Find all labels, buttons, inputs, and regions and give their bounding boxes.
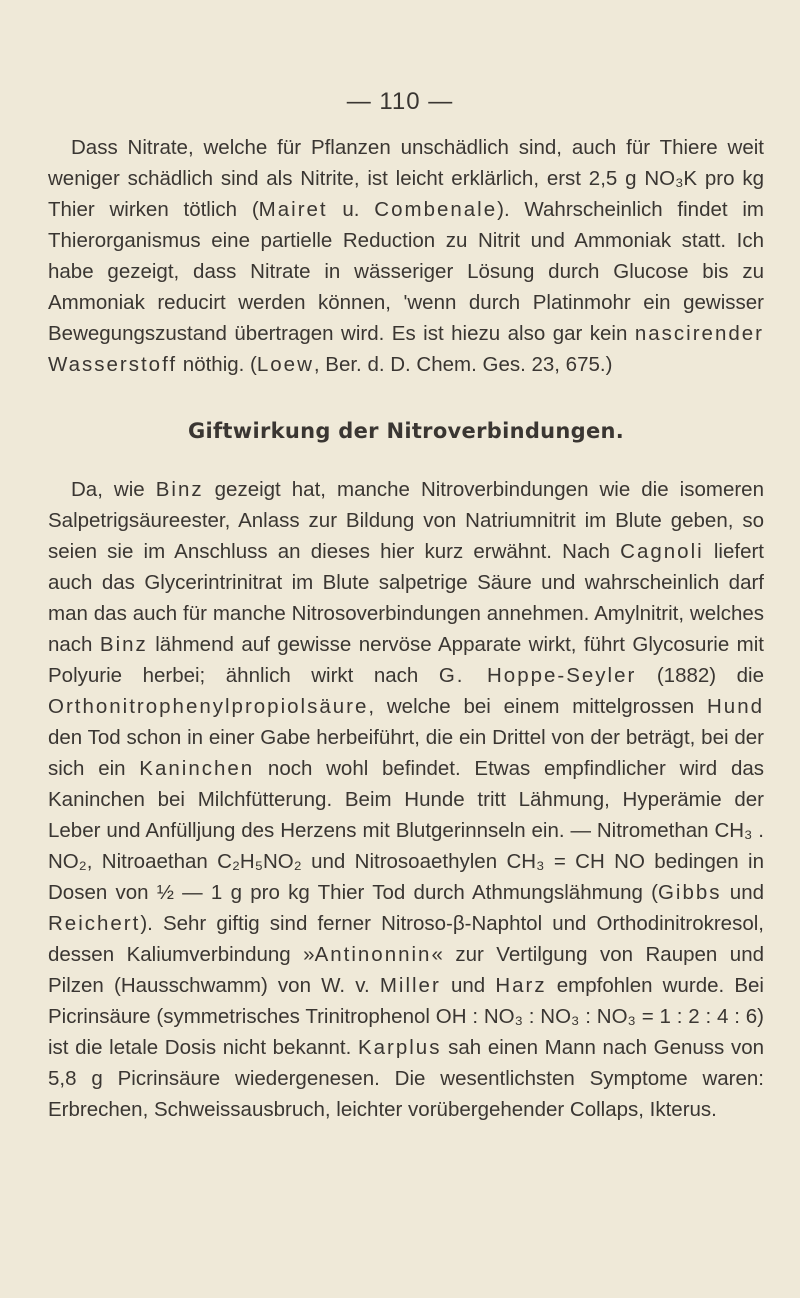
paragraph-nitro-compounds xyxy=(48,474,764,1125)
text-run: ). Sehr giftig sind ferner Nitroso-β-Naphtol und Orthodinitrokresol, dessen Kaliumverbindung » xyxy=(48,912,764,966)
author-name: Harz xyxy=(495,974,547,997)
text-run: , Ber. d. D. Chem. Ges. 23, 675.) xyxy=(313,353,613,376)
paragraph-nitrates xyxy=(48,132,764,380)
section-heading: Giftwirkung der Nitroverbindungen. xyxy=(187,419,625,443)
text-run: (1882) die xyxy=(636,664,764,687)
text-run: nöthig. ( xyxy=(177,353,257,376)
page-body xyxy=(48,132,764,1125)
text-run: Dass Nitrate, welche für Pflanzen unschädlich sind, auch für Thiere weit weniger schädlich sind als Nitrite, ist leicht erklärlich, erst 2,5 g NO₃K pro kg Thier wirken tötlich ( xyxy=(48,136,764,221)
author-name: Binz xyxy=(99,633,148,656)
author-name: G. Hoppe-Seyler xyxy=(438,664,637,687)
text-run: sah einen Mann nach Genuss von 5,8 g Picrinsäure wiedergenesen. Die wesentlichsten Symptome waren: Erbrechen, Schweissausbruch, leichter vorübergehender Collaps, Ikterus. xyxy=(48,1036,764,1121)
page-number: — 110 — xyxy=(346,88,454,115)
text-run: « zur Vertilgung von Raupen und Pilzen (Hausschwamm) von W. v. xyxy=(48,943,764,997)
author-name: Loew xyxy=(256,353,314,376)
text-run: und xyxy=(721,881,765,904)
author-name: Mairet xyxy=(258,198,328,221)
author-name: Combenale xyxy=(374,198,498,221)
emphasized-term: Kaninchen xyxy=(139,757,255,780)
author-name: Cagnoli xyxy=(620,540,704,563)
text-run: den Tod schon in einer Gabe herbeiführt, die ein Drittel von der beträgt, bei der sich ein xyxy=(48,726,764,780)
author-name: Karplus xyxy=(357,1036,442,1059)
text-run: u. xyxy=(327,198,375,221)
text-run: noch wohl befindet. Etwas empfindlicher wird das Kaninchen bei Milchfütterung. Beim Hunde tritt Lähmung, Hyperämie der Leber und Anfülljung des Herzens mit Blutgerinnseln ein. — Nitromethan CH₃ . NO₂, Nitroaethan C₂H₅NO₂ und Nitrosoaethylen CH₃ = CH NO bedingen in Dosen von ½ — 1 g pro kg Thier Tod durch Athmungslähmung ( xyxy=(48,757,764,904)
text-run: ). Wahrscheinlich findet im Thierorganismus eine partielle Reduction zu Nitrit und Ammoniak statt. Ich habe gezeigt, dass Nitrate in wässeriger Lösung durch Glucose bis zu Ammoniak reducirt werden können, 'wenn durch Platinmohr ein gewisser Bewegungszustand übertragen wird. Es ist hiezu also gar kein xyxy=(48,198,764,345)
author-name: Miller xyxy=(379,974,441,997)
text-run: lähmend auf gewisse nervöse Apparate wirkt, führt Glycosurie mit Polyurie herbei; ähnlich wirkt nach xyxy=(48,633,764,687)
emphasized-term: Antinonnin xyxy=(314,943,432,966)
text-run: Da, wie xyxy=(71,478,156,501)
author-name: Gibbs xyxy=(657,881,722,904)
text-run: und xyxy=(440,974,496,997)
emphasized-term: Orthonitrophenylpropiolsäure xyxy=(48,695,369,718)
author-name: Reichert xyxy=(48,912,141,935)
text-run: , welche bei einem mittelgrossen xyxy=(368,695,707,718)
emphasized-term: nascirender Wasserstoff xyxy=(48,322,764,376)
text-run: empfohlen wurde. Bei Picrinsäure (symmetrisches Trinitrophenol OH : NO₃ : NO₃ : NO₃ = 1 : 2 : 4 : 6) ist die letale Dosis nicht bekannt. xyxy=(48,974,764,1059)
text-run: liefert auch das Glycerintrinitrat im Blute salpetrige Säure und wahrscheinlich darf man das auch für manche Nitrosoverbindungen annehmen. Amylnitrit, welches nach xyxy=(48,540,764,656)
emphasized-term: Hund xyxy=(706,695,764,718)
author-name: Binz xyxy=(155,478,204,501)
text-run: gezeigt hat, manche Nitroverbindungen wie die isomeren Salpetrigsäureester, Anlass zur Bildung von Natriumnitrit im Blute geben, so seien sie im Anschluss an dieses hier kurz erwähnt. Nach xyxy=(48,478,764,563)
